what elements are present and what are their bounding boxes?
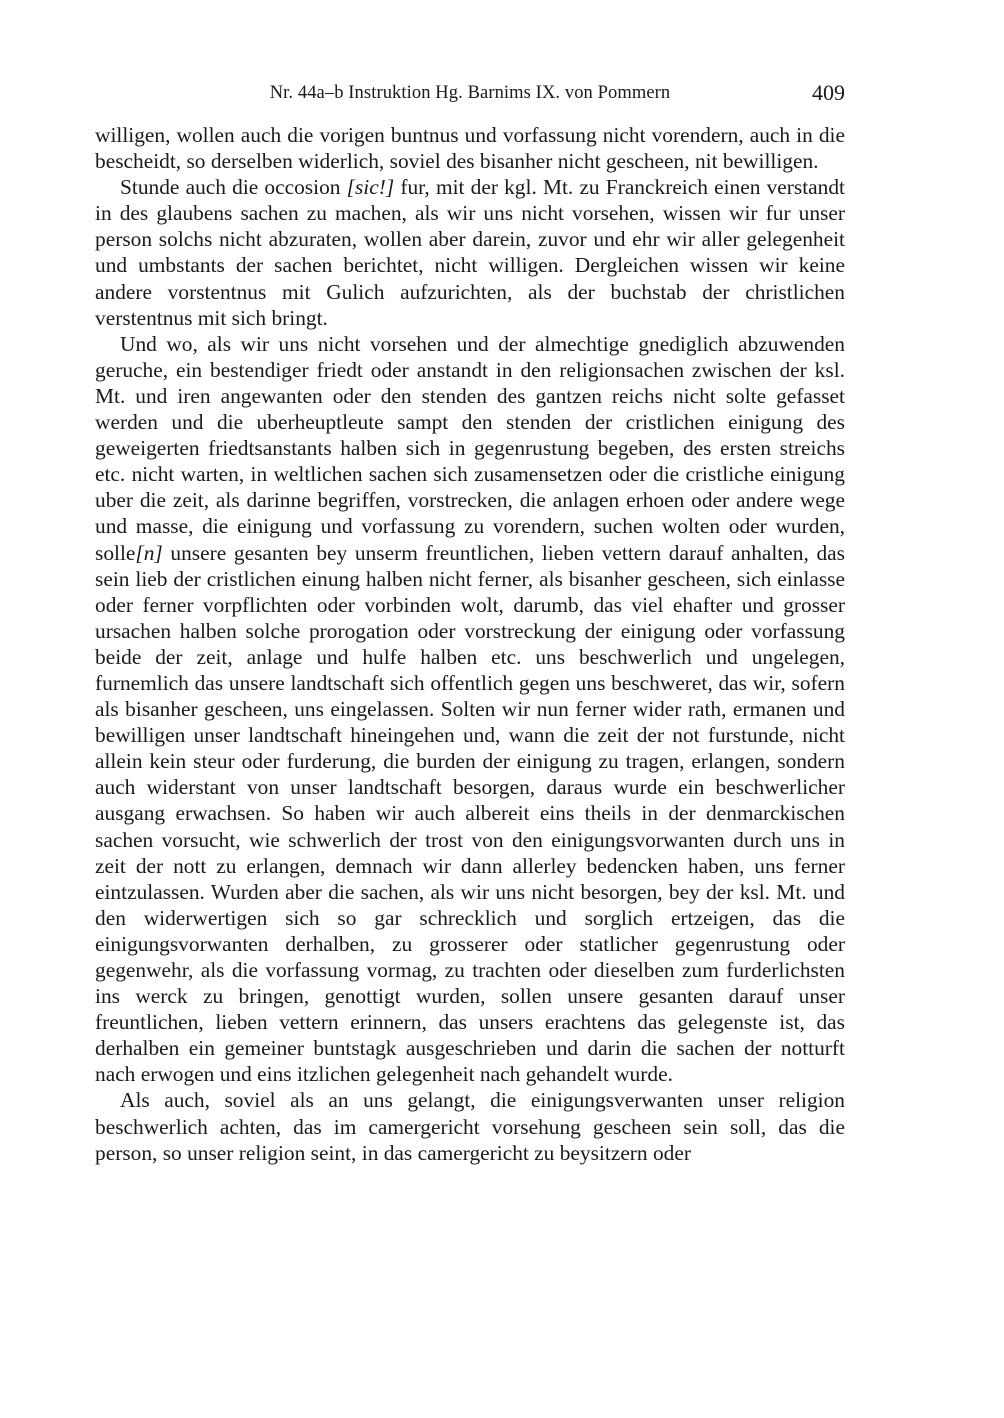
paragraph-continuation: willigen, wollen auch die vorigen buntnus und vorfassung nicht vorendern, auch in die bescheidt, so derselben widerlich, soviel des bisanher nicht gescheen, nit bewilligen. [95, 123, 845, 174]
paragraph-text: Stunde auch die occosion [120, 175, 347, 200]
paragraph-einigung [95, 331, 845, 1088]
main-text [95, 122, 845, 1166]
paragraph-text: fur, mit der kgl. Mt. zu Franckreich einen verstandt in des glaubens sachen zu machen, als wir uns nicht vorsehen, wissen wir fur unser person solchs nicht abzuraten, wollen aber darein, zuvor und ehr wir aller gelegenheit und umbstants der sachen berichtet, nicht willigen. Dergleichen wissen wir keine andere vorstentnus mit Gulich aufzurichten, als der buchstab der christlichen verstentnus mit sich bringt. [95, 175, 846, 330]
editorial-note-n: [n] [135, 540, 163, 565]
running-head [95, 80, 845, 110]
editorial-note-sic: [sic!] [346, 175, 395, 200]
paragraph-text: Und wo, als wir uns nicht vorsehen und der almechtige gnediglich abzuwenden geruche, ein bestendiger friedt oder anstandt in den religionsachen zwischen der ksl. Mt. und iren angewanten oder den stenden des gantzen reichs nicht solte gefasset werden und die uberheuptleute sampt den stenden der cristlichen einigung des geweigerten friedtsanstants halben sich in gegenrustung begeben, des ersten streichs etc. nicht warten, in weltlichen sachen sich zusamensetzen oder die cristliche einigung uber die zeit, als darinne begriffen, vorstrecken, die anlagen erhoen oder andere wege und masse, die einigung und vorfassung zu vorendern, suchen wolten oder wurden, solle [95, 331, 845, 565]
running-head-title: Nr. 44a–b Instruktion Hg. Barnims IX. von Pommern [269, 83, 671, 103]
page-number: 409 [812, 80, 845, 105]
paragraph-camergericht: Als auch, soviel als an uns gelangt, die einigungsverwanten unser religion beschwerlich achten, das im camergericht vorsehung gescheen sein soll, das die person, so unser religion seint, in das camergericht zu beysitzern oder [95, 1088, 845, 1165]
paragraph-franckreich [95, 174, 845, 331]
paragraph-text: unsere gesanten bey unserm freuntlichen, lieben vettern darauf anhalten, das sein lieb der cristlichen einung halben nicht ferner, als bisanher gescheen, sich einlasse oder ferner vorpflichten oder vorbinden wolt, darumb, das viel ehafter und grosser ursachen halben solche prorogation oder vorstreckung der einigung oder vorfassung beide der zeit, anlage und hulfe halben etc. uns beschwerlich und ungelegen, furnemlich das unsere landtschaft sich offentlich gegen uns beschweret, das wir, sofern als bisanher gescheen, uns eingelassen. Solten wir nun ferner wider rath, ermanen und bewilligen unser landtschaft hineingehen und, wann die zeit der not furstunde, nicht allein kein steur oder furderung, die burden der einigung zu tragen, erlangen, sondern auch widerstant von unser landtschaft besorgen, daraus wurde ein beschwerlicher ausgang erwachsen. So haben wir auch albereit eins theils in der denmarckischen sachen vorsucht, wie schwerlich der trost von den einigungsvorwanten durch uns in zeit der nott zu erlangen, demnach wir dann allerley bedencken haben, uns ferner eintzulassen. Wurden aber die sachen, als wir uns nicht besorgen, bey der ksl. Mt. und den widerwertigen sich so gar schrecklich und sorglich ertzeigen, das die einigungsvorwanten derhalben, zu grosserer oder statlicher gegenrustung oder gegenwehr, als die vorfassung vormag, zu trachten oder dieselben zum furderlichsten ins werck zu bringen, genottigt wurden, sollen unsere gesanten darauf unser freuntlichen, lieben vettern erinnern, das unsers erachtens das gelegenste ist, das derhalben ein gemeiner buntstagk ausgeschrieben und darin die sachen der notturft nach erwogen und eins itzlichen gelegenheit nach gehandelt wurde. [95, 540, 845, 1087]
